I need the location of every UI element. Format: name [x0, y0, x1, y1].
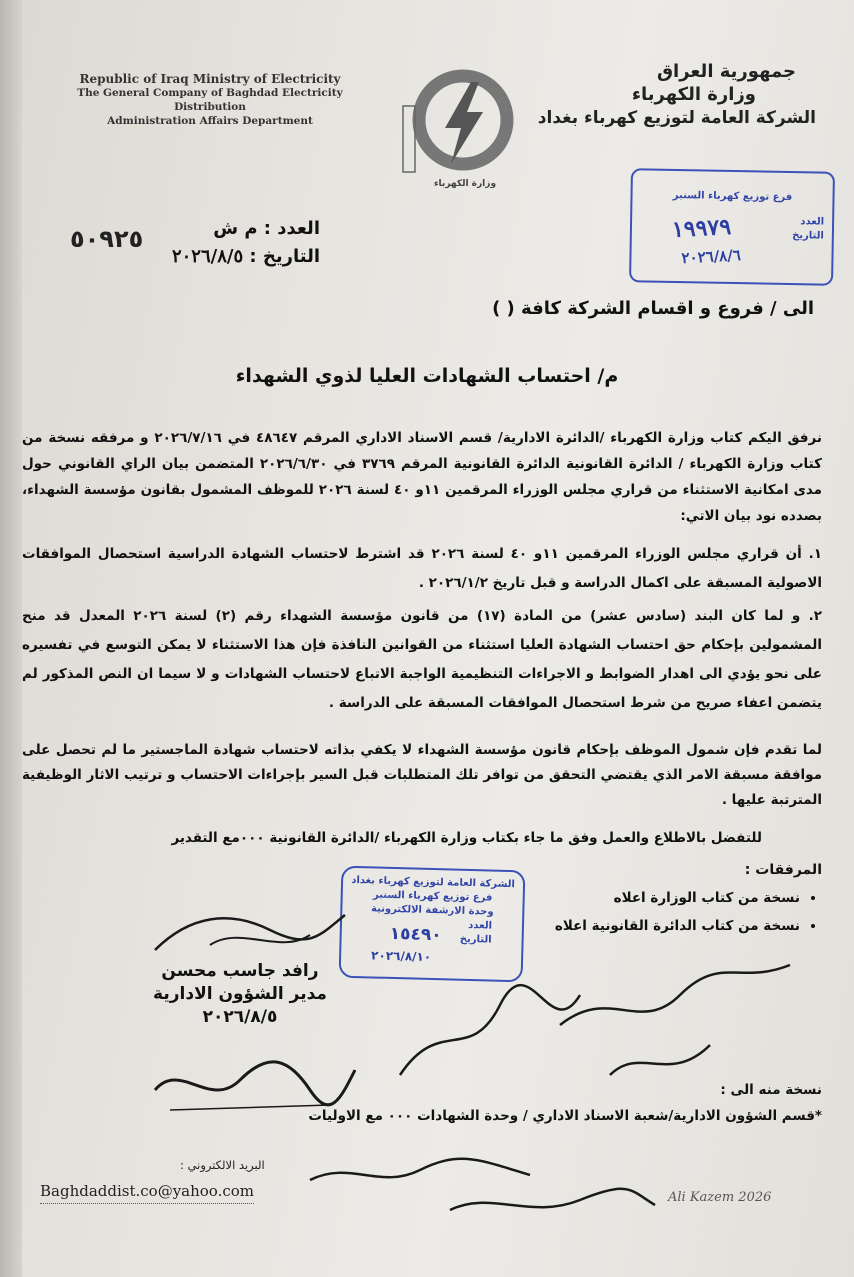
attachments-title: المرفقات : — [744, 862, 822, 878]
handwritten-footnote — [300, 1150, 660, 1240]
handwritten-marginalia — [380, 955, 810, 1095]
attachments-block — [555, 862, 822, 940]
signatory-title: مدير الشؤون الادارية — [153, 984, 327, 1004]
body-paragraph-1: نرفق اليكم كتاب وزارة الكهرباء /الدائرة الادارية/ قسم الاسناد الاداري المرقم ٤٨٦٤٧ في ٢٠٢٦/٧/١٦ و مرفقه نسخة من كتاب وزارة الكهرباء / الدائرة القانونية الدائرة القانونية المرقم ٣٧٦٩ في ٢٠٢٦/٦/٣٠ المتضمن بيان الراي القانوني حول مدى امكانية الاستثناء من قراري مجلس الوزراء المرقمين ١١و ٤٠ لسنة ٢٠٢٦ للموظف المشمول بقانون مؤسسة الشهداء، بصدده نود بيان الاتي: — [22, 430, 823, 524]
reference-number-value: ٥٠٩٢٥ — [70, 225, 144, 253]
letterhead-ar-line1: جمهورية العراق — [656, 61, 796, 82]
copy-to-block — [308, 1082, 822, 1124]
incoming-stamp-top — [629, 168, 835, 286]
email-label: البريد الالكتروني : — [180, 1158, 265, 1172]
attachment-item: • نسخة من كتاب الوزارة اعلاه — [555, 884, 800, 912]
signatory-name: رافد جاسب محسن — [161, 961, 319, 981]
stamp-top-line1: فرع توزيع كهرباء السنبر — [672, 189, 793, 204]
ministry-logo-icon — [395, 68, 525, 198]
stamp-bottom-date-label: التاريخ — [459, 933, 492, 946]
letter-subject: م/ احتساب الشهادات العليا لذوي الشهداء — [235, 365, 619, 387]
reference-number-label: العدد : م ش — [213, 218, 320, 239]
letterhead-en-line1: Republic of Iraq Ministry of Electricity — [79, 72, 341, 86]
copy-to-recipients: *قسم الشؤون الادارية/شعبة الاسناد الاداري / وحدة الشهادات ٠٠٠ مع الاوليات — [308, 1108, 822, 1124]
reference-date-label: التاريخ : — [249, 246, 320, 267]
logo-caption: وزارة الكهرباء — [433, 179, 497, 189]
stamp-bottom-line2: فرع توزيع كهرباء السنبر — [372, 889, 493, 904]
list-item: ١. أن قراري مجلس الوزراء المرقمين ١١و ٤٠ لسنة ٢٠٢٦ قد اشترط لاحتساب الشهادة الدراسية استحصال الموافقات الاصولية المسبقة على اكمال الدراسة و قبل تاريخ ٢٠٢٦/١/٢ . — [22, 546, 822, 591]
attachment-item: • نسخة من كتاب الدائرة القانونية اعلاه — [555, 912, 800, 940]
letterhead-en-line2: The General Company of Baghdad Electricity Distribution — [77, 87, 343, 113]
arabic-letterhead — [516, 60, 816, 130]
stamp-bottom-number-label: العدد — [468, 919, 493, 932]
signature-mark-upper — [150, 905, 350, 965]
stamp-top-date-handwritten: ٢٠٢٦/٨/٦ — [681, 246, 742, 268]
body-list — [22, 540, 822, 722]
letterhead-en-line3: Administration Affairs Department — [107, 115, 313, 127]
letterhead-ar-line2: وزارة الكهرباء — [631, 84, 756, 105]
reference-date-value: ٢٠٢٦/٨/٥ — [171, 246, 244, 267]
body-paragraph-2: لما تقدم فإن شمول الموظف بإحكام قانون مؤسسة الشهداء لا يكفي بذاته لاحتساب شهادة الماجستير ما لم تحصل على موافقة مسبقة الامر الذي يقتضي التحقق من توافر تلك المتطلبات قبل السير بإجراءات الاحتساب و ترتيب الاثار الوظيفية المترتبة عليها . — [22, 742, 822, 808]
page-fold-shadow — [0, 0, 22, 1277]
stamp-top-number-handwritten: ١٩٩٧٩ — [671, 213, 732, 243]
signatory-block — [140, 960, 340, 1029]
stamp-top-date-label: التاريخ — [792, 230, 824, 242]
closing-line: للتفضل بالاطلاع والعمل وفق ما جاء بكتاب وزارة الكهرباء /الدائرة القانونية ٠٠٠مع التقدير — [171, 830, 762, 846]
stamp-bottom-line1: الشركة العامة لتوزيع كهرباء بغداد — [351, 874, 516, 891]
stamp-bottom-line3: وحدة الارشفة الالكترونية — [370, 903, 494, 918]
stamp-top-number-label: العدد — [800, 216, 825, 228]
list-item: ٢. و لما كان البند (سادس عشر) من المادة (١٧) من قانون مؤسسة الشهداء رقم (٢) لسنة ٢٠٢٦ المعدل قد منح المشمولين بإحكام حق احتساب الشهادة العليا استثناء من القوانين النافذة فإن هذا الاستثناء لا يمكن التوسع في تفسيره على نحو يؤدي الى اهدار الضوابط و الاجراءات التنظيمية الواجبة الاتباع لاحتساب الشهادات و لا سيما ان النص المذكور لم يتضمن اعفاء صريح من شرط استحصال الموافقات المسبقة على الدراسة . — [22, 608, 822, 711]
letterhead-ar-line3: الشركة العامة لتوزيع كهرباء بغداد — [537, 108, 816, 128]
stamp-bottom-number-handwritten: ١٥٤٩٠ — [389, 923, 442, 946]
copy-to-title: نسخة منه الى : — [720, 1082, 822, 1098]
email-address: Baghdaddist.co@yahoo.com — [40, 1182, 254, 1204]
signatory-date: ٢٠٢٦/٨/٥ — [202, 1007, 278, 1027]
stamp-bottom-date-handwritten: ٢٠٢٦/٨/١٠ — [370, 948, 432, 964]
english-letterhead — [70, 72, 350, 128]
recipient-line: الى / فروع و اقسام الشركة كافة ( ) — [492, 298, 814, 319]
watermark-text: Ali Kazem 2026 — [668, 1190, 772, 1205]
